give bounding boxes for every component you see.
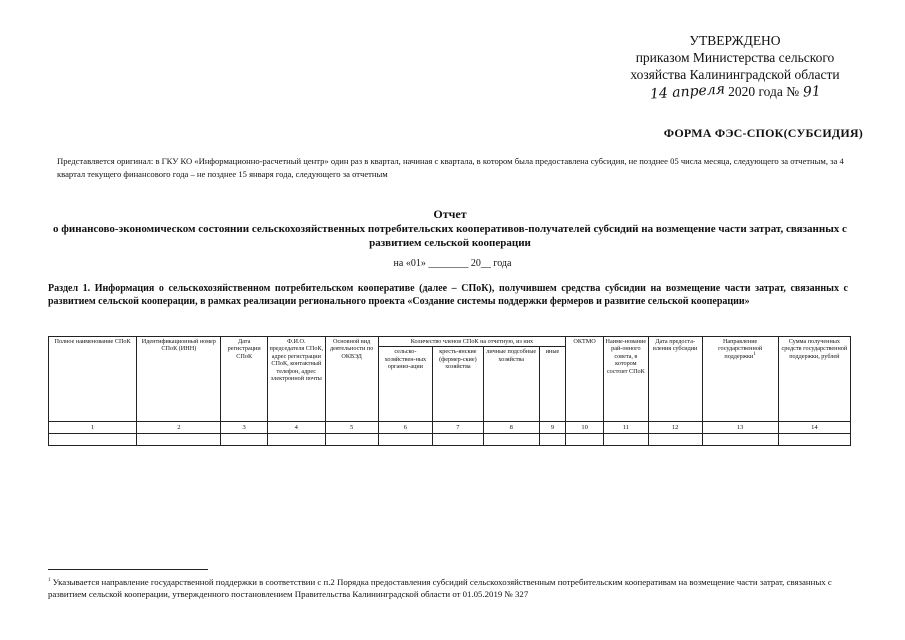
form-code: ФОРМА ФЭС-СПОК(СУБСИДИЯ) <box>663 126 863 140</box>
approved-by-order: приказом Министерства сельского <box>635 50 835 65</box>
empty-cell <box>539 434 565 446</box>
col-number: 7 <box>433 422 484 434</box>
col-header-support-amount: Сумма полученных средств государственной поддержки, рублей <box>778 337 850 422</box>
col-number: 8 <box>483 422 539 434</box>
col-header-reg-date: Дата регистрации СПоК <box>221 337 268 422</box>
table-header-row <box>49 337 851 347</box>
report-date-line: на «01» ________ 20__ года <box>393 258 512 269</box>
col-number: 1 <box>49 422 137 434</box>
col-header-household-plots: личные подсобные хозяйства <box>483 347 539 422</box>
footnote-ref: 1 <box>753 351 756 357</box>
col-header-members-group: Количество членов СПоК на отчетную, из них <box>378 337 566 347</box>
empty-cell <box>648 434 702 446</box>
empty-cell <box>778 434 850 446</box>
footnote-mark: 1 <box>48 578 51 584</box>
report-subtitle: о финансово-экономическом состоянии сельскохозяйственных потребительских кооперативов-получателей субсидий на возмещение части затрат, связанных с развитием сельской кооперации <box>53 223 847 249</box>
approval-stamp <box>595 32 875 101</box>
report-title-block <box>40 206 860 250</box>
empty-cell <box>325 434 378 446</box>
empty-cell <box>483 434 539 446</box>
empty-cell <box>378 434 433 446</box>
empty-cell <box>221 434 268 446</box>
col-header-subsidy-date: Дата предоста-вления субсидии <box>648 337 702 422</box>
empty-cell <box>566 434 604 446</box>
cooperative-info-table <box>48 336 851 446</box>
empty-cell <box>433 434 484 446</box>
col-header-agri-orgs: сельско-хозяйствен-ных организ-ации <box>378 347 433 422</box>
col-number: 2 <box>137 422 221 434</box>
report-title: Отчет <box>433 207 467 221</box>
empty-cell <box>267 434 325 446</box>
footnote-text: Указывается направление государственной поддержки в соответствии с п.2 Порядка предоставления субсидий сельскохозяйственным потребительским кооперативам на возмещение части затрат, связанных с развитием сельской кооперации, утвержденного постановлением Правительства Калининградской области от 01.05.2019 № 327 <box>48 577 832 599</box>
col-number: 14 <box>778 422 850 434</box>
handwritten-number: 91 <box>801 83 821 101</box>
col-header-other: иные <box>539 347 565 422</box>
handwritten-date: 14 апреля <box>649 81 726 103</box>
approved-date-line <box>595 83 875 101</box>
col-header-oktmo: ОКТМО <box>566 337 604 422</box>
col-number: 12 <box>648 422 702 434</box>
footnote-divider <box>48 569 208 570</box>
col-number: 11 <box>603 422 648 434</box>
col-header-farms: кресть-янские (фермер-ские) хозяйства <box>433 347 484 422</box>
col-header-support-direction <box>702 337 778 422</box>
col-header-chairman: Ф.И.О. председателя СПоК, адрес регистрации СПоК, контактный телефон, адрес электронной почты <box>267 337 325 422</box>
section-1-heading: Раздел 1. Информация о сельскохозяйственном потребительском кооперативе (далее – СПоК), получившем средства субсидии на возмещение части затрат, связанных с развитием сельской кооперации, в рамках реализации регионального проекта «Создание системы поддержки фермеров и развитие сельской кооперации» <box>48 283 848 307</box>
col-number: 13 <box>702 422 778 434</box>
col-header-inn: Идентификационный номер СПоК (ИНН) <box>137 337 221 422</box>
empty-cell <box>49 434 137 446</box>
table-empty-row <box>49 434 851 446</box>
empty-cell <box>137 434 221 446</box>
col-number: 10 <box>566 422 604 434</box>
col-number: 6 <box>378 422 433 434</box>
col-number: 4 <box>267 422 325 434</box>
submission-notice: Представляется оригинал: в ГКУ КО «Информационно-расчетный центр» один раз в квартал, начиная с квартала, в котором была предоставлена субсидия, не позднее 05 числа месяца, следующего за отчетным, за 4 квартал текущего финансового года – не позднее 15 января года, следующего за отчетным <box>57 156 844 179</box>
col-header-name: Полное наименование СПоК <box>49 337 137 422</box>
col-number: 9 <box>539 422 565 434</box>
col-number: 5 <box>325 422 378 434</box>
approved-ministry: хозяйства Калининградской области <box>630 67 840 82</box>
empty-cell <box>603 434 648 446</box>
approved-heading: УТВЕРЖДЕНО <box>689 33 781 48</box>
col-header-council: Наиме-нование рай-онного совета, в котором состоит СПоК <box>603 337 648 422</box>
footnote <box>48 576 853 600</box>
year-text: 2020 года № <box>728 84 800 99</box>
empty-cell <box>702 434 778 446</box>
col-number: 3 <box>221 422 268 434</box>
support-direction-text: Направление государственной поддержки <box>718 338 763 360</box>
table-number-row <box>49 422 851 434</box>
col-header-okved: Основной вид деятельности по ОКВЭД <box>325 337 378 422</box>
